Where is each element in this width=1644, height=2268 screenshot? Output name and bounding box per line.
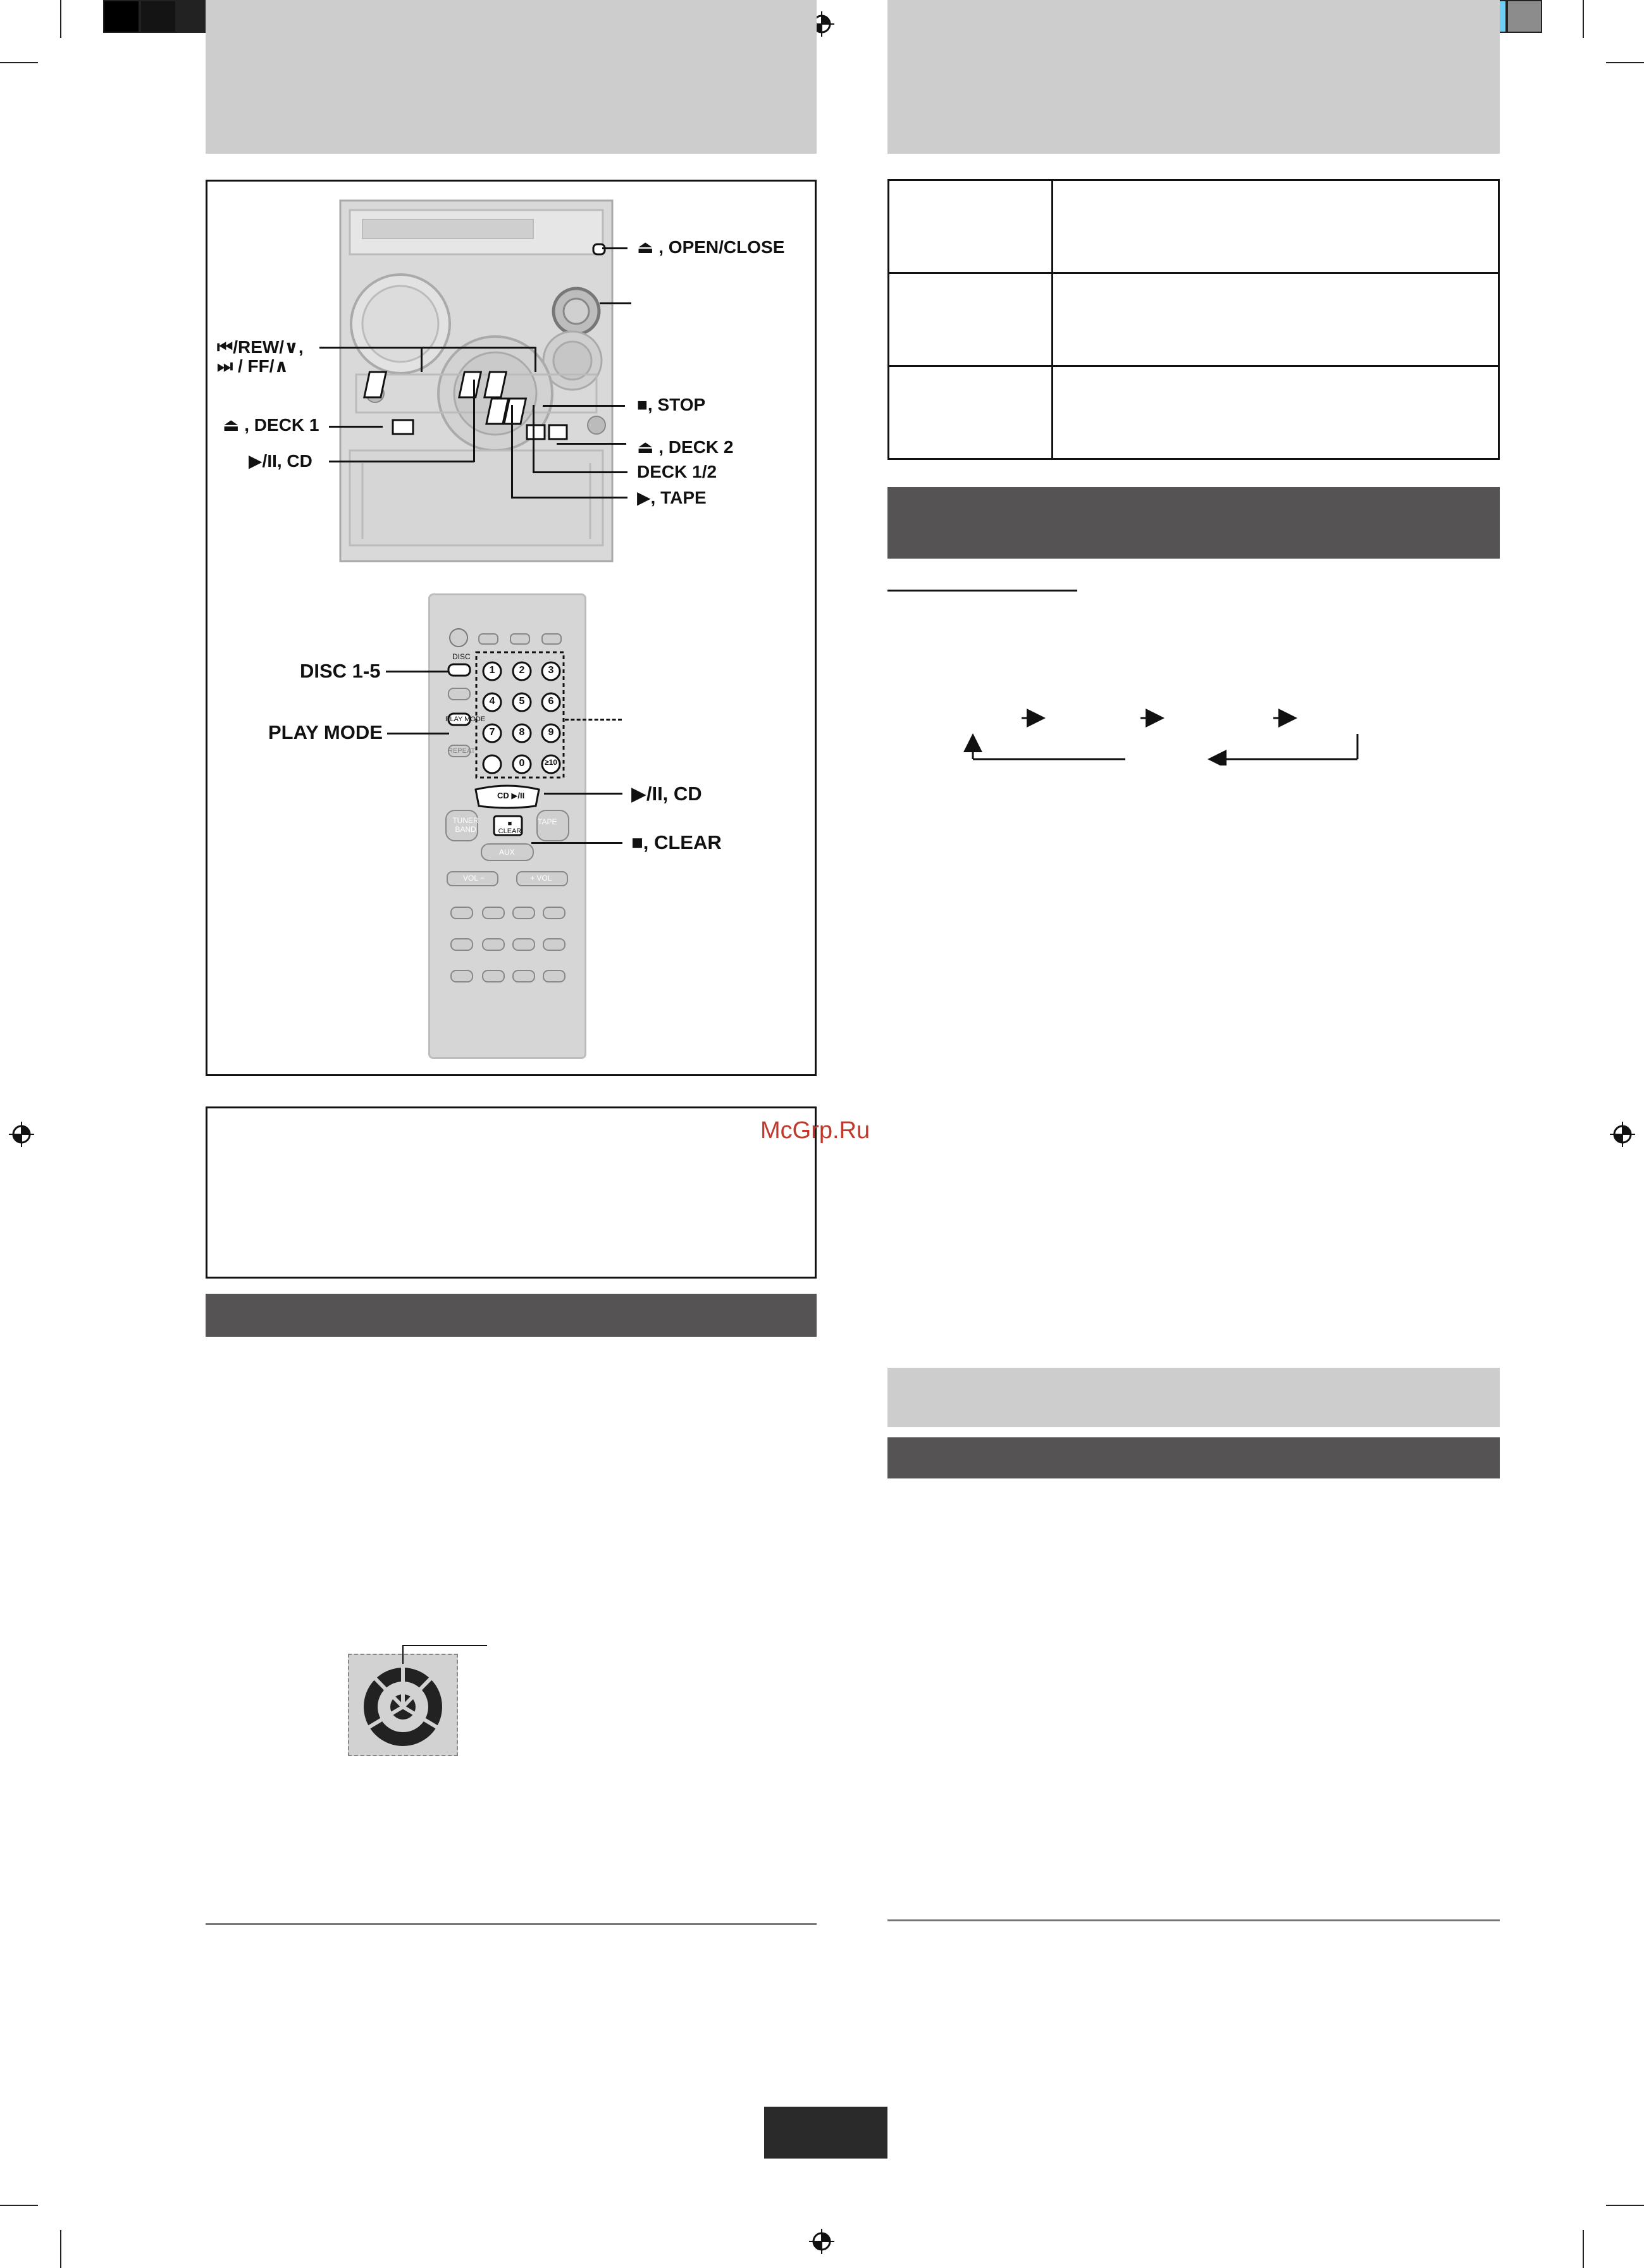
- leader-line: [329, 426, 383, 428]
- leader-line: [557, 443, 626, 445]
- tuner-key-text: TUNER BAND: [452, 816, 479, 834]
- leader-line: [473, 380, 475, 462]
- leader-line: [402, 1645, 404, 1664]
- mode-flow-diagram: [961, 702, 1366, 765]
- clear-key-text: ■ CLEAR: [498, 820, 522, 835]
- table-cell: [1053, 273, 1499, 366]
- play-pause-cd-label: ▶/II, CD: [249, 451, 312, 471]
- crop-mark: [1606, 62, 1644, 63]
- leader-line: [421, 347, 423, 372]
- tape-key-text: TAPE: [538, 817, 557, 826]
- right-footer-rule: [887, 1919, 1500, 1921]
- leader-line: [329, 461, 474, 462]
- color-swatch: [103, 0, 140, 33]
- rew-label: ⏮/REW/∨,: [217, 337, 304, 357]
- leader-line: [531, 842, 622, 844]
- right-lower-dark-band: [887, 1437, 1500, 1478]
- clear-label: ■, CLEAR: [631, 831, 722, 853]
- keypad-key-7: 7: [489, 727, 495, 738]
- registration-mark-left: [9, 1122, 34, 1147]
- leader-line: [319, 347, 421, 349]
- open-close-label: ⏏ , OPEN/CLOSE: [637, 237, 785, 257]
- registration-mark-bottom: [809, 2229, 834, 2254]
- table-row: [889, 273, 1499, 366]
- cd-key-text: CD ▶/II: [497, 791, 525, 800]
- crop-mark: [60, 2230, 61, 2268]
- leader-line: [543, 405, 625, 407]
- keypad-key-1: 1: [489, 665, 495, 676]
- play-mode-key-text: PLAY MODE: [445, 716, 486, 723]
- table-row: [889, 180, 1499, 273]
- leader-line: [600, 302, 631, 304]
- note-box: [206, 1106, 817, 1279]
- leader-line: [533, 471, 627, 473]
- subheading-underline: [887, 590, 1077, 592]
- leader-line: [387, 733, 449, 734]
- leader-line: [402, 1645, 487, 1646]
- keypad-key-2: 2: [519, 665, 525, 676]
- right-lower-gray-band: [887, 1368, 1500, 1427]
- table-cell: [889, 366, 1053, 459]
- registration-mark-right: [1610, 1122, 1635, 1147]
- stop-label: ■, STOP: [637, 395, 706, 414]
- crop-mark: [0, 62, 38, 63]
- deck12-label: DECK 1/2: [637, 462, 717, 481]
- keypad-key-8: 8: [519, 727, 525, 738]
- left-footer-rule: [206, 1923, 817, 1925]
- disc-label: DISC 1-5: [300, 660, 381, 682]
- deck1-label: ⏏ , DECK 1: [223, 415, 319, 435]
- keypad-key-4: 4: [489, 696, 495, 707]
- keypad-key-0: 0: [519, 758, 525, 769]
- leader-line: [544, 793, 622, 795]
- vol-up-text: + VOL: [530, 874, 552, 883]
- left-section-band: [206, 1294, 817, 1337]
- vol-down-text: VOL −: [463, 874, 485, 883]
- aux-key-text: AUX: [499, 848, 515, 857]
- table-cell: [889, 180, 1053, 273]
- keypad-key-6: 6: [548, 696, 554, 707]
- play-mode-label: PLAY MODE: [268, 721, 383, 743]
- repeat-key-text: REPEAT: [448, 747, 476, 755]
- crop-mark: [0, 2205, 38, 2206]
- keypad-key-5: 5: [519, 696, 525, 707]
- leader-line: [565, 719, 622, 721]
- table-cell: [1053, 180, 1499, 273]
- table-cell: [1053, 366, 1499, 459]
- deck2-label: ⏏ , DECK 2: [637, 437, 734, 457]
- leader-line: [511, 405, 513, 499]
- main-unit-illustration: [337, 197, 615, 564]
- ff-label: ⏭ / FF/∧: [217, 356, 289, 376]
- keypad-key-≥10: ≥10: [545, 758, 557, 767]
- leader-line: [533, 405, 535, 473]
- page-number-box: [764, 2107, 887, 2159]
- color-swatch: [1507, 0, 1542, 33]
- crop-mark: [1583, 2230, 1584, 2268]
- leader-line: [602, 247, 627, 249]
- leader-line: [535, 347, 536, 372]
- table-row: [889, 366, 1499, 459]
- mode-table: [887, 179, 1500, 460]
- color-swatch: [140, 0, 176, 33]
- right-header-band: [887, 0, 1500, 154]
- leader-line: [511, 497, 627, 499]
- keypad-key-3: 3: [548, 665, 554, 676]
- keypad-key-9: 9: [548, 727, 554, 738]
- crop-mark: [1606, 2205, 1644, 2206]
- remote-play-pause-cd-label: ▶/II, CD: [631, 783, 702, 805]
- right-section-band: [887, 487, 1500, 559]
- tape-label: ▶, TAPE: [637, 488, 707, 507]
- disc-key-text: DISC: [452, 652, 471, 661]
- left-header-band: [206, 0, 817, 154]
- table-cell: [889, 273, 1053, 366]
- disc-icon: [357, 1659, 449, 1751]
- watermark: McGrp.Ru: [760, 1117, 870, 1144]
- crop-mark: [60, 0, 61, 38]
- leader-line: [421, 347, 535, 349]
- crop-mark: [1583, 0, 1584, 38]
- leader-line: [386, 671, 449, 672]
